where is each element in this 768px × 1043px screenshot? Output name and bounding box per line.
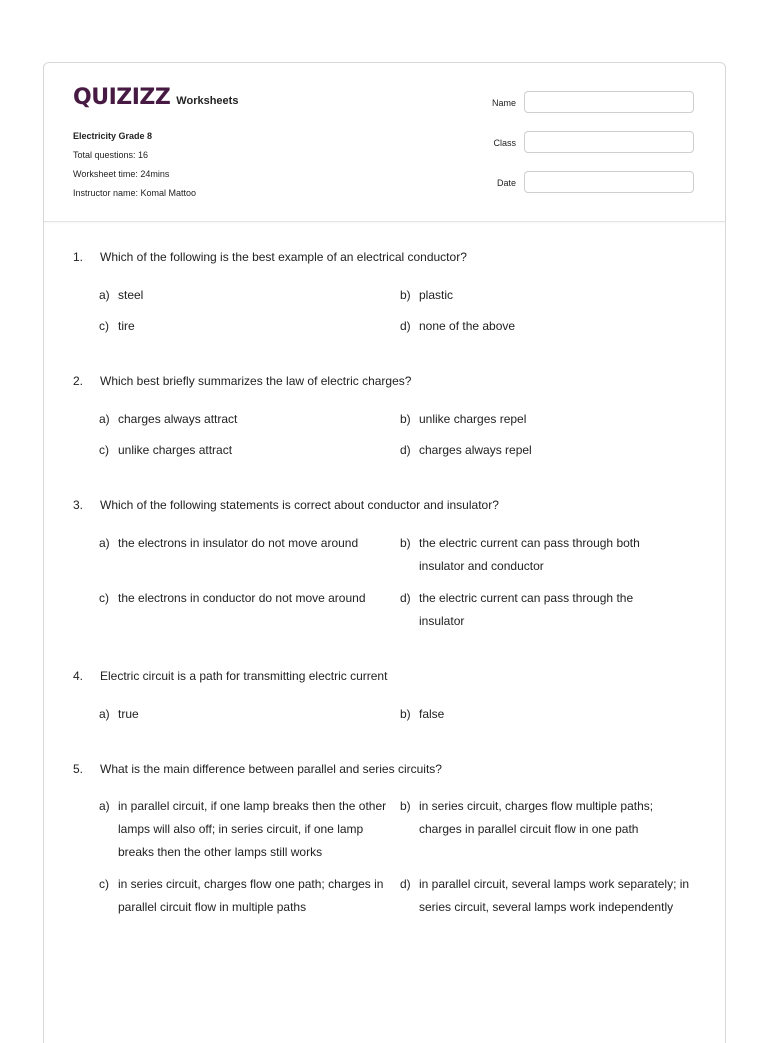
- option-letter: c): [99, 319, 109, 333]
- question-text: What is the main difference between parallel and series circuits?: [100, 762, 442, 776]
- option-text: charges always repel: [419, 443, 532, 457]
- question-number: 2.: [73, 374, 84, 388]
- option-letter: a): [99, 412, 110, 426]
- class-label: Class: [493, 138, 516, 148]
- option-text: the electrons in conductor do not move around: [118, 591, 366, 605]
- class-field[interactable]: [524, 131, 694, 153]
- option-letter: a): [99, 707, 110, 721]
- option-letter: b): [400, 707, 411, 721]
- option-letter: b): [400, 536, 411, 550]
- name-field[interactable]: [524, 91, 694, 113]
- option-letter: b): [400, 412, 411, 426]
- question-number: 5.: [73, 762, 84, 776]
- question-text: Which best briefly summarizes the law of electric charges?: [100, 374, 412, 388]
- option-text: unlike charges attract: [118, 443, 233, 457]
- option-text: tire: [118, 319, 135, 333]
- option-letter: a): [99, 288, 110, 302]
- option-letter: c): [99, 591, 109, 605]
- option-text: the electric current can pass through both insulator and conductor: [419, 536, 640, 573]
- option-text: in parallel circuit, several lamps work separately; in series circuit, several lamps work independently: [419, 877, 690, 914]
- option-letter: c): [99, 443, 109, 457]
- logo-product-label: Worksheets: [176, 95, 239, 107]
- date-label: Date: [496, 178, 516, 188]
- worksheet-title: Electricity Grade 8: [73, 131, 153, 141]
- option-letter: d): [400, 443, 411, 457]
- question-text: Which of the following statements is correct about conductor and insulator?: [100, 498, 499, 512]
- option-text: plastic: [419, 288, 454, 302]
- logo-wordmark: QUIZIZZ: [73, 85, 171, 110]
- option-letter: d): [400, 319, 411, 333]
- option-text: charges always attract: [118, 412, 238, 426]
- option-letter: d): [400, 591, 411, 605]
- worksheet-time: Worksheet time: 24mins: [73, 169, 170, 179]
- quizizz-logo: [73, 85, 238, 110]
- question-number: 3.: [73, 498, 84, 512]
- option-text: the electrons in insulator do not move around: [118, 536, 359, 550]
- option-text: none of the above: [419, 319, 516, 333]
- option-letter: a): [99, 799, 110, 813]
- option-letter: d): [400, 877, 411, 891]
- total-questions: Total questions: 16: [73, 150, 149, 160]
- worksheet-meta: [73, 127, 196, 203]
- option-text: in series circuit, charges flow one path; charges in parallel circuit flow in multiple paths: [118, 877, 384, 914]
- option-letter: a): [99, 536, 110, 550]
- option-text: true: [118, 707, 139, 721]
- option-text: in series circuit, charges flow multiple paths; charges in parallel circuit flow in one path: [419, 799, 654, 836]
- option-letter: c): [99, 877, 109, 891]
- option-text: unlike charges repel: [419, 412, 527, 426]
- option-text: false: [419, 707, 445, 721]
- name-label: Name: [491, 98, 516, 108]
- worksheet-header: [44, 63, 725, 222]
- option-text: steel: [118, 288, 144, 302]
- question-number: 1.: [73, 250, 84, 264]
- option-text: in parallel circuit, if one lamp breaks then the other lamps will also off; in series circuit, if one lamp breaks then the other lamps still works: [118, 799, 387, 859]
- question-text: Which of the following is the best example of an electrical conductor?: [100, 250, 467, 264]
- date-field[interactable]: [524, 171, 694, 193]
- instructor-name: Instructor name: Komal Mattoo: [73, 188, 197, 198]
- question-number: 4.: [73, 669, 84, 683]
- option-text: the electric current can pass through the insulator: [419, 591, 634, 628]
- question-text: Electric circuit is a path for transmitting electric current: [100, 669, 388, 683]
- option-letter: b): [400, 288, 411, 302]
- option-letter: b): [400, 799, 411, 813]
